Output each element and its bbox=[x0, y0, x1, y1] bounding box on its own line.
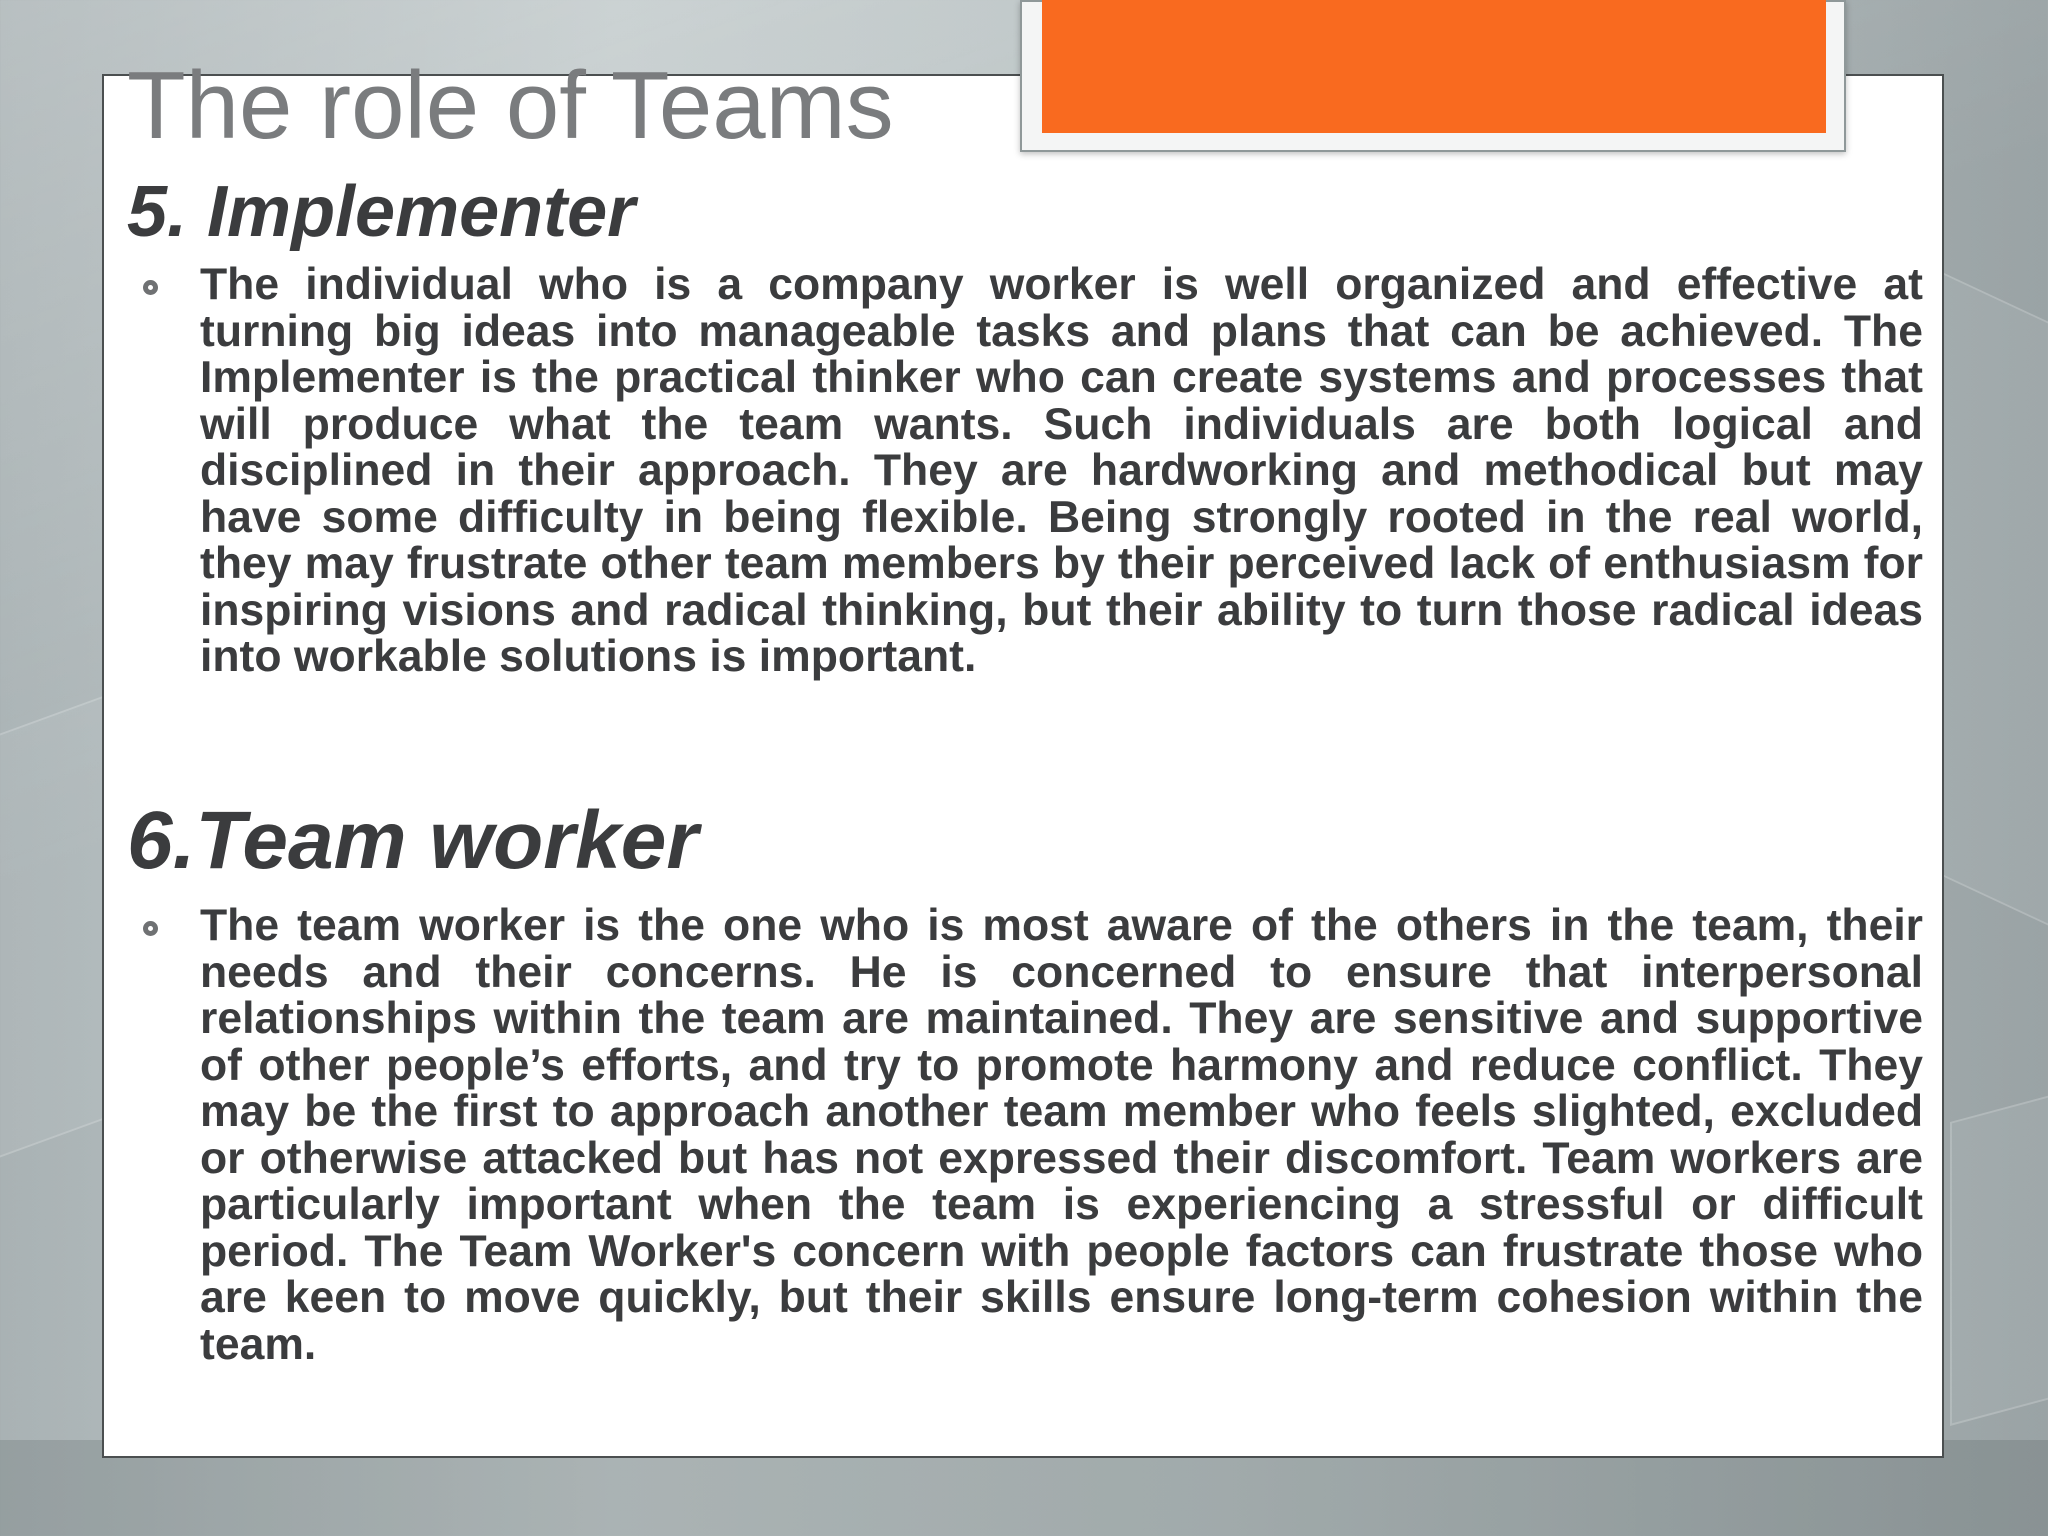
slide-title: The role of Teams bbox=[127, 52, 894, 159]
section-paragraph-team-worker: The team worker is the one who is most aware of the others in the team, their needs and their concerns. He is concerned to ensure that interpersonal relationships within the team are maintained. They are sensitive and supportive of other people’s efforts, and try to promote harmony and reduce conflict. They may be the first to approach another team member who feels slighted, excluded or otherwise attacked but has not expressed their discomfort. Team workers are particularly important when the team is experiencing a stressful or difficult period. The Team Worker's concern with people factors can frustrate those who are keen to move quickly, but their skills ensure long-term cohesion within the team. bbox=[200, 901, 1923, 1369]
hollow-circle-bullet-icon bbox=[143, 921, 158, 936]
section-heading-team-worker: 6.Team worker bbox=[127, 795, 699, 886]
section-paragraph-implementer: The individual who is a company worker is well organized and effective at turning big ideas into manageable tasks and plans that can be achieved. The Implementer is the practical thinker who can create systems and processes that will produce what the team wants. Such individuals are both logical and disciplined in their approach. They are hardworking and methodical but may have some difficulty in being flexible. Being strongly rooted in the real world, they may frustrate other team members by their perceived lack of enthusiasm for inspiring visions and radical thinking, but their ability to turn those radical ideas into workable solutions is important. bbox=[200, 260, 1923, 681]
section-heading-implementer: 5. Implementer bbox=[127, 172, 636, 252]
accent-bar bbox=[1042, 0, 1826, 133]
hollow-circle-bullet-icon bbox=[143, 280, 158, 295]
background-shape bbox=[1950, 1078, 2048, 1426]
